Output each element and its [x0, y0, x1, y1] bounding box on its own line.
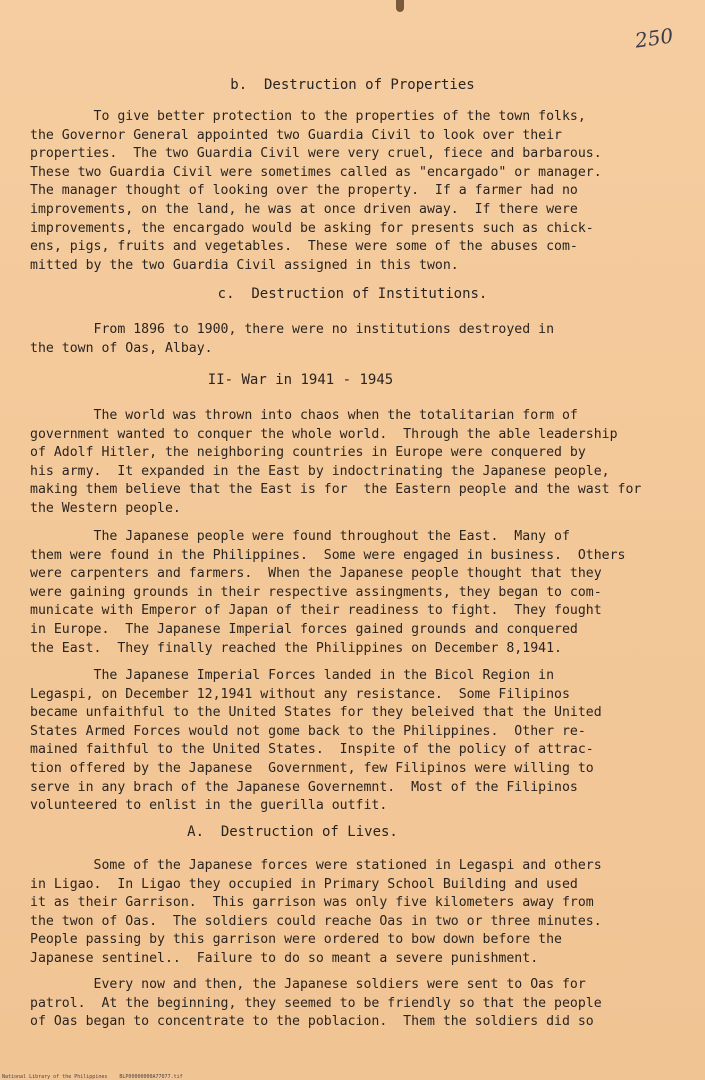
archive-footer: National Library of the Philippines BLP00000000A77077.tif: [2, 1074, 183, 1080]
text-line: the town of Oas, Albay.: [30, 340, 213, 356]
text-line: the Western people.: [30, 500, 181, 516]
text-line: his army. It expanded in the East by indoctrinating the Japanese people,: [30, 463, 610, 479]
section-heading-war: II- War in 1941 - 1945: [207, 372, 394, 388]
text-line: the Governor General appointed two Guardia Civil to look over their: [30, 127, 562, 143]
text-line: in Europe. The Japanese Imperial forces gained grounds and conquered: [30, 621, 578, 637]
paragraph-properties: [30, 108, 680, 275]
section-heading-institutions: c. Destruction of Institutions.: [217, 286, 488, 302]
text-line: became unfaithful to the United States for they beleived that the United: [30, 705, 602, 721]
text-line: tion offered by the Japanese Government, few Filipinos were willing to: [30, 760, 594, 776]
paragraph-lives-1: [30, 857, 680, 969]
text-line: Japanese sentinel.. Failure to do so meant a severe punishment.: [30, 950, 539, 966]
text-line: States Armed Forces would not gome back to the Philippines. Other re-: [30, 723, 586, 739]
text-line: These two Guardia Civil were sometimes called as "encargado" or manager.: [30, 164, 602, 180]
paragraph-war-2: [30, 528, 680, 658]
text-line: mained faithful to the United States. Inspite of the policy of attrac-: [30, 742, 594, 758]
text-line: the East. They finally reached the Philippines on December 8,1941.: [30, 640, 562, 656]
text-line: the twon of Oas. The soldiers could reache Oas in two or three minutes.: [30, 913, 602, 929]
text-line: serve in any brach of the Japanese Governemnt. Most of the Filipinos: [30, 779, 578, 795]
text-line: municate with Emperor of Japan of their readiness to fight. They fought: [30, 603, 602, 619]
text-line: The manager thought of looking over the property. If a farmer had no: [30, 183, 578, 199]
text-line: patrol. At the beginning, they seemed to be friendly so that the people: [30, 995, 602, 1011]
page-number: 250: [633, 23, 675, 53]
text-line: Every now and then, the Japanese soldiers were sent to Oas for: [30, 977, 586, 992]
text-line: of Adolf Hitler, the neighboring countries in Europe were conquered by: [30, 445, 586, 461]
text-line: The Japanese people were found throughout the East. Many of: [30, 529, 570, 544]
text-line: Legaspi, on December 12,1941 without any resistance. Some Filipinos: [30, 686, 570, 702]
text-line: improvements, the encargado would be asking for presents such as chick-: [30, 220, 594, 236]
text-line: government wanted to conquer the whole world. Through the able leadership: [30, 426, 618, 442]
section-heading-properties: b. Destruction of Properties: [230, 77, 475, 93]
text-line: Some of the Japanese forces were stationed in Legaspi and others: [30, 858, 602, 873]
text-line: The world was thrown into chaos when the totalitarian form of: [30, 408, 578, 423]
text-line: making them believe that the East is for the Eastern people and the wast for: [30, 482, 642, 498]
text-line: To give better protection to the properties of the town folks,: [30, 109, 586, 124]
text-line: of Oas began to concentrate to the poblacion. Them the soldiers did so: [30, 1014, 594, 1030]
paragraph-lives-2: [30, 976, 680, 1032]
text-line: properties. The two Guardia Civil were very cruel, fiece and barbarous.: [30, 146, 602, 162]
text-line: them were found in the Philippines. Some were engaged in business. Others: [30, 547, 626, 563]
paragraph-war-1: [30, 407, 680, 519]
text-line: volunteered to enlist in the guerilla outfit.: [30, 798, 388, 814]
text-line: ens, pigs, fruits and vegetables. These were some of the abuses com-: [30, 239, 578, 255]
binding-mark: [396, 0, 404, 12]
paragraph-war-3: [30, 667, 680, 816]
text-line: People passing by this garrison were ordered to bow down before the: [30, 932, 562, 948]
text-line: improvements, on the land, he was at once driven away. If there were: [30, 201, 578, 217]
section-heading-lives: A. Destruction of Lives.: [187, 824, 398, 840]
paragraph-institutions: [30, 321, 680, 358]
text-line: mitted by the two Guardia Civil assigned in this twon.: [30, 257, 459, 273]
text-line: were gaining grounds in their respective assingments, they began to com-: [30, 584, 602, 600]
text-line: were carpenters and farmers. When the Japanese people thought that they: [30, 566, 602, 582]
text-line: The Japanese Imperial Forces landed in the Bicol Region in: [30, 668, 555, 683]
text-line: it as their Garrison. This garrison was only five kilometers away from: [30, 895, 594, 911]
text-line: in Ligao. In Ligao they occupied in Primary School Building and used: [30, 876, 578, 892]
text-line: From 1896 to 1900, there were no institutions destroyed in: [30, 322, 555, 337]
